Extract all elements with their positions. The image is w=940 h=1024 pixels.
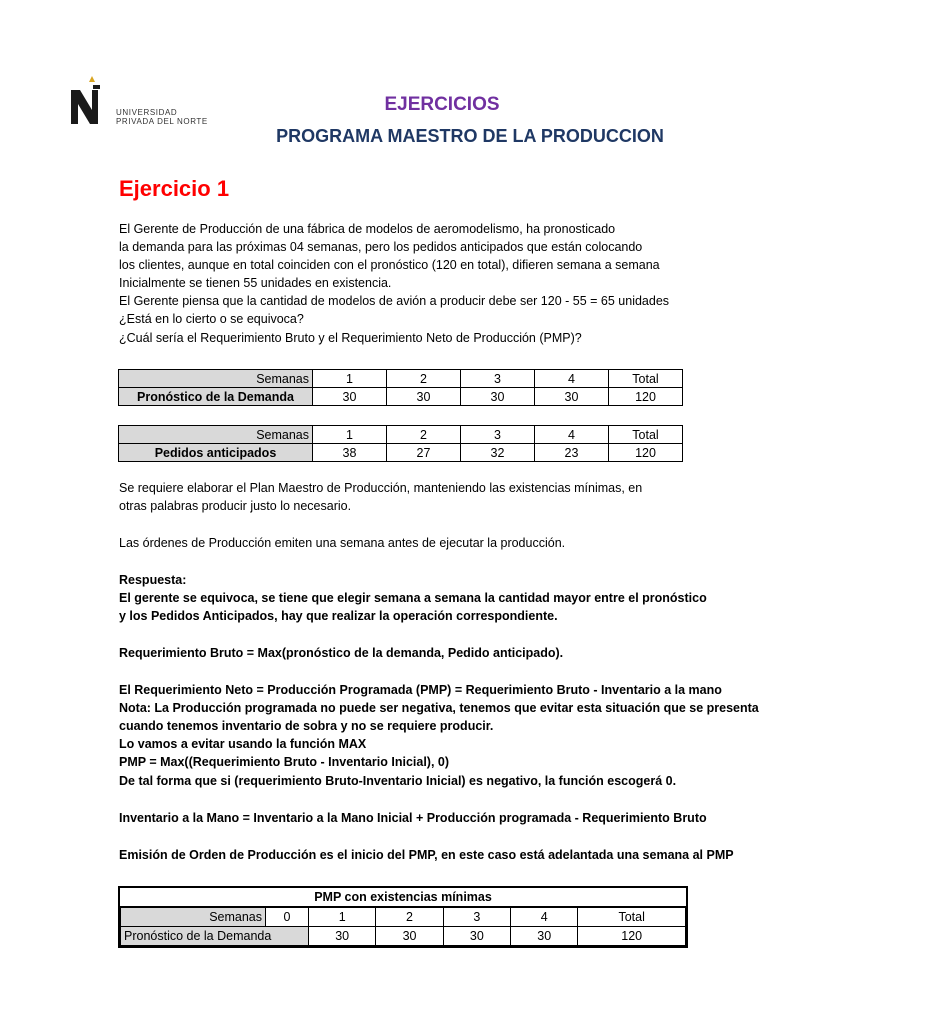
- pmp-table-title: PMP con existencias mínimas: [120, 888, 686, 907]
- table-row: [119, 388, 683, 406]
- table-cell: 23: [535, 444, 609, 462]
- table-cell: 0: [266, 908, 309, 927]
- table-cell: 3: [461, 370, 535, 388]
- table-cell: Semanas: [119, 370, 313, 388]
- paragraph-line: El Gerente piensa que la cantidad de modelos de avión a producir debe ser 120 - 55 = 65 unidades: [119, 294, 670, 308]
- formula-line: El Requerimiento Neto = Producción Programada (PMP) = Requerimiento Bruto - Inventario a la mano: [119, 683, 722, 697]
- table-cell: 120: [578, 927, 686, 946]
- paragraph-line: otras palabras producir justo lo necesario.: [119, 499, 352, 513]
- table-cell: 2: [387, 370, 461, 388]
- table-cell: 1: [313, 426, 387, 444]
- formula-line: Inventario a la Mano = Inventario a la Mano Inicial + Producción programada - Requerimiento Bruto: [119, 811, 707, 825]
- table-cell: 120: [609, 388, 683, 406]
- answer-line: y los Pedidos Anticipados, hay que realizar la operación correspondiente.: [119, 609, 558, 623]
- paragraph-line: los clientes, aunque en total coinciden con el pronóstico (120 en total), difieren semana a semana: [119, 258, 660, 272]
- table-cell: Pronóstico de la Demanda: [119, 388, 313, 406]
- table-cell: 30: [511, 927, 578, 946]
- page-subtitle: PROGRAMA MAESTRO DE LA PRODUCCION: [276, 126, 664, 146]
- table-cell: 3: [443, 908, 510, 927]
- answer-label: Respuesta:: [119, 573, 187, 587]
- table-cell: 30: [309, 927, 376, 946]
- paragraph-line: Las órdenes de Producción emiten una semana antes de ejecutar la producción.: [119, 536, 566, 550]
- table-cell: Total: [609, 370, 683, 388]
- paragraph-line: Se requiere elaborar el Plan Maestro de Producción, manteniendo las existencias mínimas, en: [119, 481, 643, 495]
- paragraph-line: ¿Está en lo cierto o se equivoca?: [119, 312, 304, 326]
- answer-line: El gerente se equivoca, se tiene que elegir semana a semana la cantidad mayor entre el pronóstico: [119, 591, 707, 605]
- paragraph-line: ¿Cuál sería el Requerimiento Bruto y el Requerimiento Neto de Producción (PMP)?: [119, 331, 582, 345]
- table-cell: 4: [511, 908, 578, 927]
- paragraph-line: El Gerente de Producción de una fábrica de modelos de aeromodelismo, ha pronosticado: [119, 222, 616, 236]
- table-cell: 30: [313, 388, 387, 406]
- paragraph-line: Inicialmente se tienen 55 unidades en existencia.: [119, 276, 392, 290]
- formula-line: Requerimiento Bruto = Max(pronóstico de la demanda, Pedido anticipado).: [119, 646, 564, 660]
- table-header-row: [119, 370, 683, 388]
- exercise-heading: Ejercicio 1: [119, 176, 230, 201]
- table-cell: 30: [461, 388, 535, 406]
- note-line: Lo vamos a evitar usando la función MAX: [119, 737, 367, 751]
- table-cell: 2: [376, 908, 443, 927]
- table-cell: Pronóstico de la Demanda: [121, 927, 309, 946]
- note-line: cuando tenemos inventario de sobra y no se requiere producir.: [119, 719, 494, 733]
- note-line: De tal forma que si (requerimiento Bruto-Inventario Inicial) es negativo, la función escogerá 0.: [119, 774, 677, 788]
- table-cell: 27: [387, 444, 461, 462]
- table-cell: 38: [313, 444, 387, 462]
- table-cell: 1: [313, 370, 387, 388]
- logo-text: UNIVERSIDAD PRIVADA DEL NORTE: [116, 108, 208, 126]
- table-header-row: [121, 908, 686, 927]
- orders-table: [118, 425, 683, 462]
- table-cell: 30: [443, 927, 510, 946]
- note-line: Nota: La Producción programada no puede ser negativa, tenemos que evitar esta situación que se presenta: [119, 701, 759, 715]
- table-cell: 3: [461, 426, 535, 444]
- table-cell: 4: [535, 426, 609, 444]
- table-cell: 30: [376, 927, 443, 946]
- table-header-row: [119, 426, 683, 444]
- table-cell: 30: [535, 388, 609, 406]
- paragraph-line: la demanda para las próximas 04 semanas, pero los pedidos anticipados que están colocando: [119, 240, 643, 254]
- page-title: EJERCICIOS: [384, 94, 500, 115]
- table-cell: 1: [309, 908, 376, 927]
- table-cell: 2: [387, 426, 461, 444]
- table-cell: Semanas: [119, 426, 313, 444]
- table-cell: 32: [461, 444, 535, 462]
- pmp-table: [118, 886, 688, 948]
- table-row: [121, 927, 686, 946]
- table-cell: Total: [578, 908, 686, 927]
- table-cell: Total: [609, 426, 683, 444]
- table-cell: 4: [535, 370, 609, 388]
- table-cell: Pedidos anticipados: [119, 444, 313, 462]
- table-row: [119, 444, 683, 462]
- note-line: Emisión de Orden de Producción es el inicio del PMP, en este caso está adelantada una semana al PMP: [119, 848, 734, 862]
- forecast-table: [118, 369, 683, 406]
- table-cell: 120: [609, 444, 683, 462]
- formula-line: PMP = Max((Requerimiento Bruto - Inventario Inicial), 0): [119, 755, 450, 769]
- table-cell: 30: [387, 388, 461, 406]
- table-cell: Semanas: [121, 908, 266, 927]
